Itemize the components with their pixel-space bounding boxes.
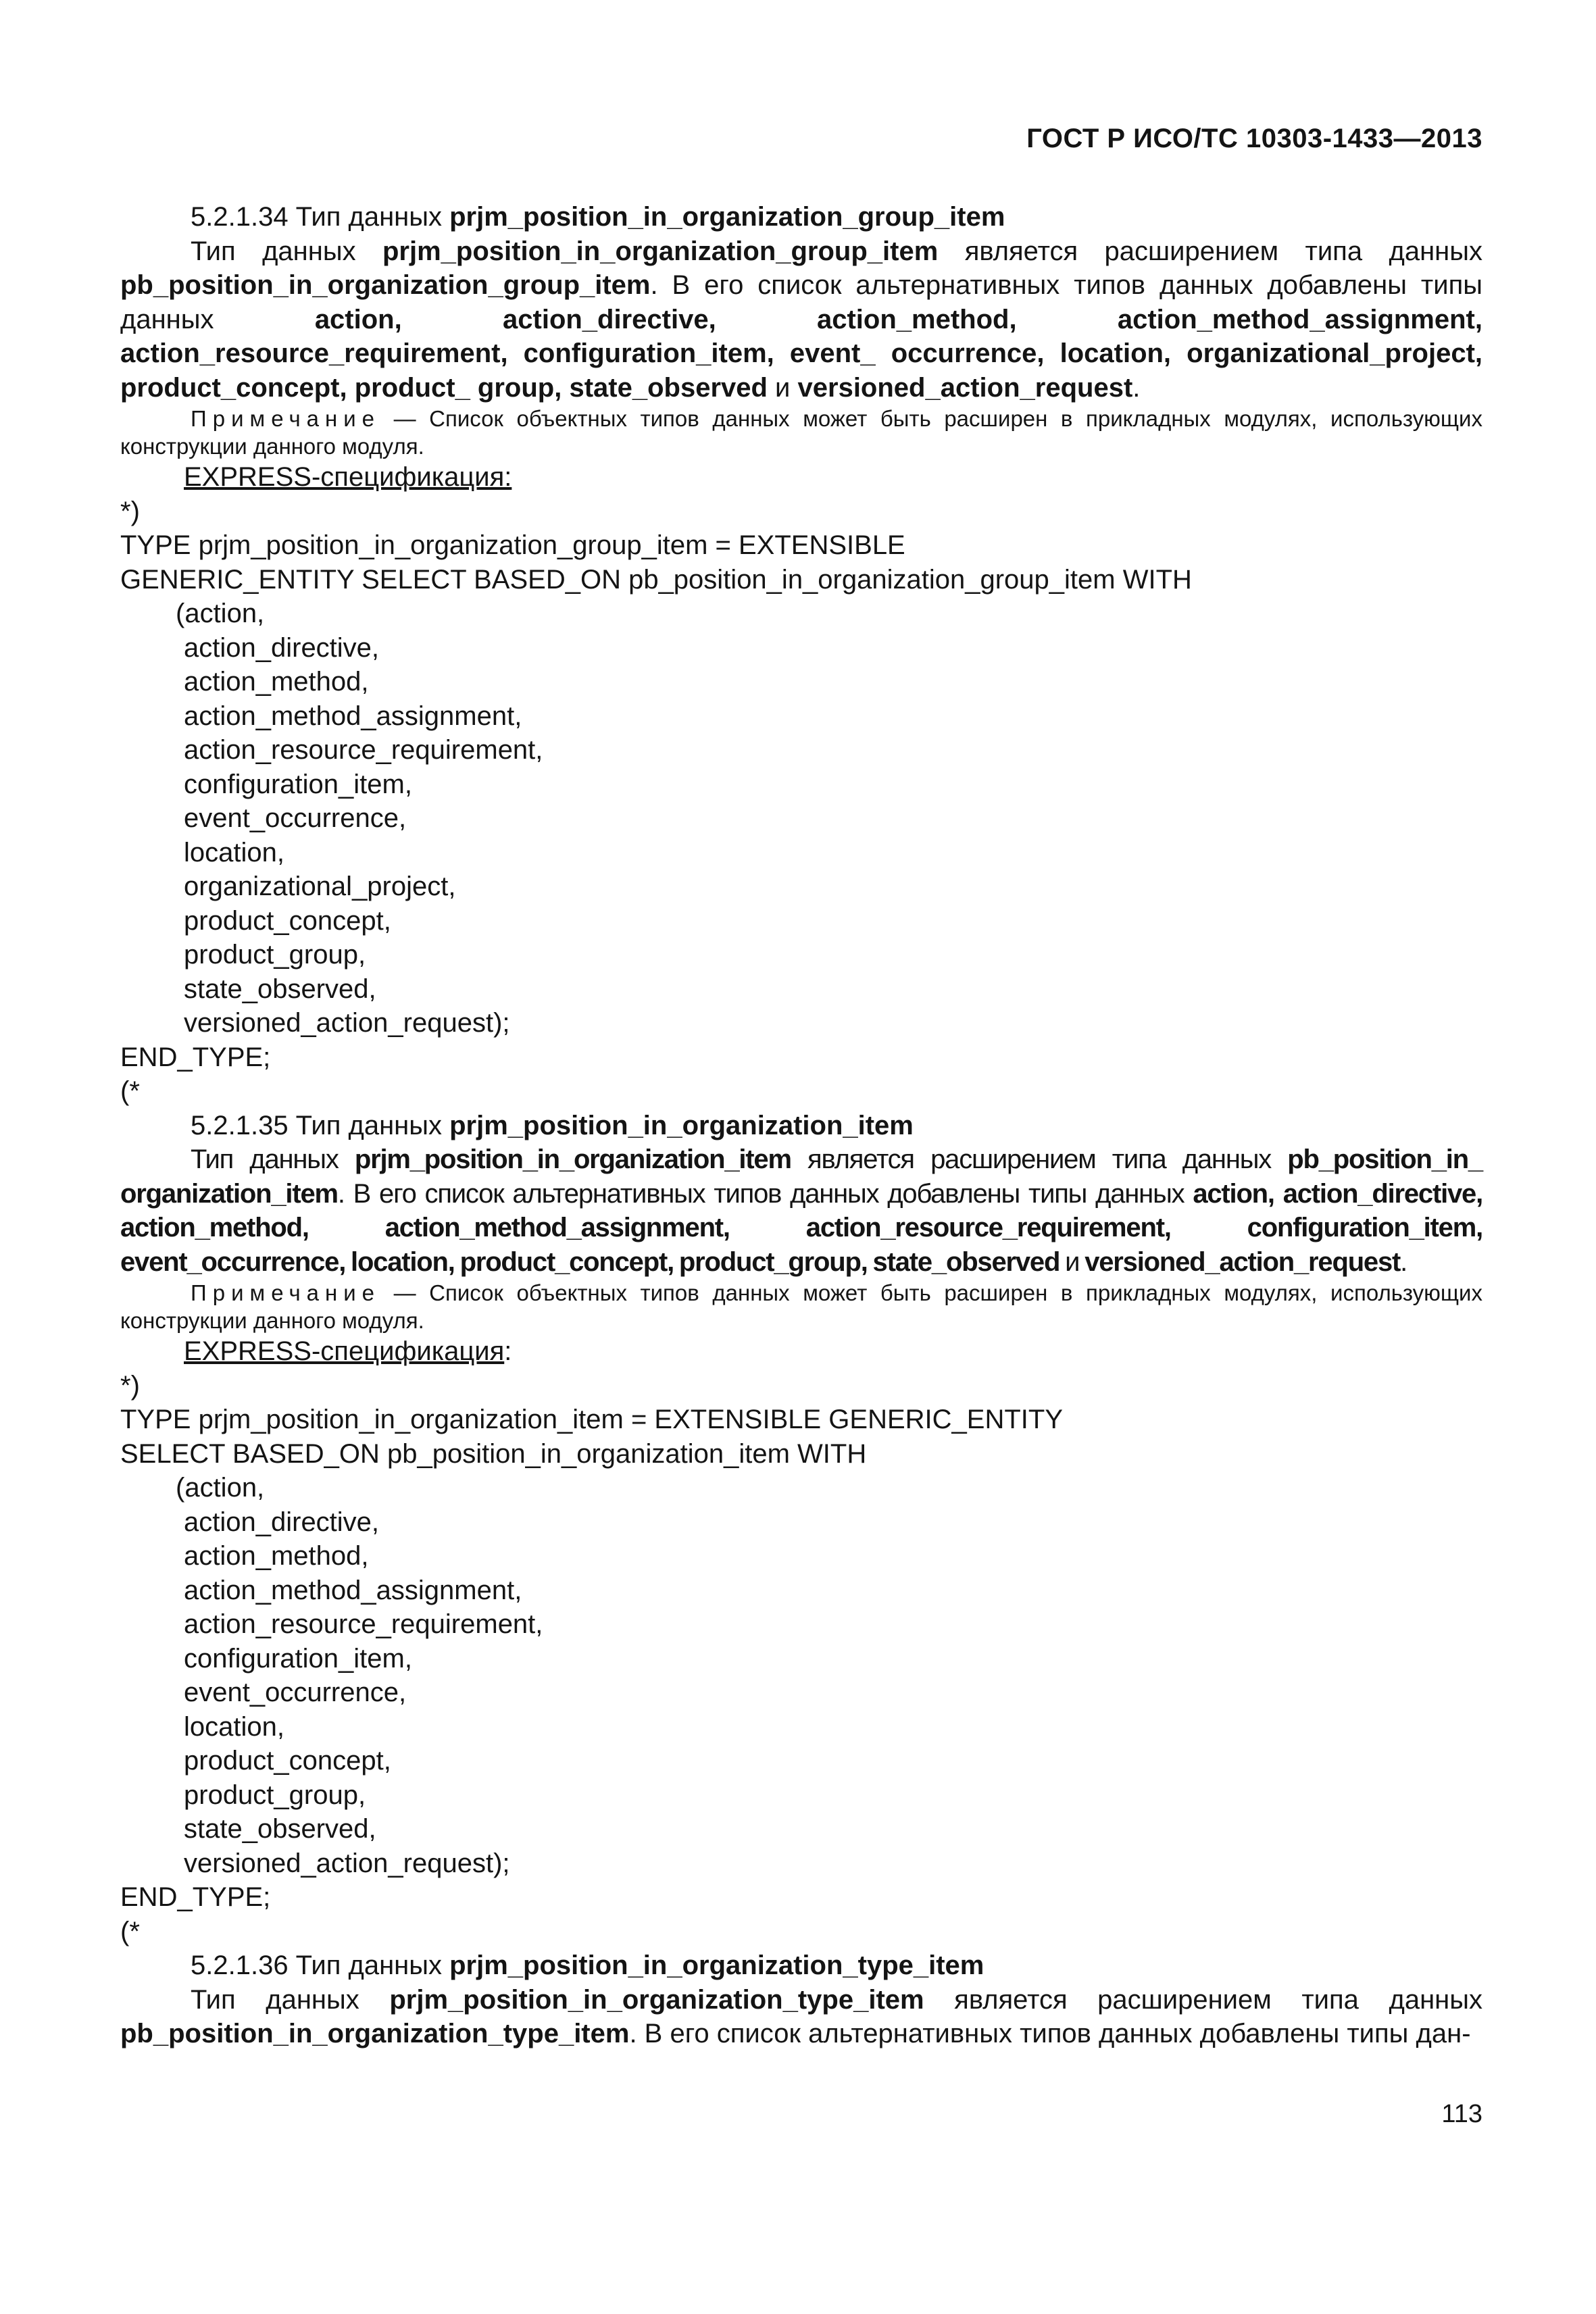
added-type-last: versioned_action_request	[1084, 1247, 1401, 1277]
code-item: product_group,	[184, 1780, 366, 1810]
code-line: TYPE prjm_position_in_organization_group_item = EXTENSIBLE	[120, 530, 905, 560]
code-open-marker: *)	[120, 1370, 140, 1401]
type-name: prjm_position_in_organization_type_item	[389, 1984, 924, 2015]
code-line: TYPE prjm_position_in_organization_item = EXTENSIBLE GENERIC_ENTITY	[120, 1405, 1064, 1434]
base-type-name: pb_position_in_organization_type_item	[120, 2019, 630, 2048]
heading-type-name: prjm_position_in_organization_item	[449, 1110, 914, 1140]
code-line: GENERIC_ENTITY SELECT BASED_ON pb_position_in_organization_group_item WITH	[120, 564, 1192, 595]
express-label: EXPRESS-спецификация	[184, 1336, 505, 1366]
text: . В его список альтернативных типов данных добавлены типы данных	[337, 1178, 1193, 1209]
code-item: product_concept,	[184, 1746, 391, 1776]
code-close-marker: (*	[120, 1076, 140, 1106]
base-type-name: pb_position_in_organization_group_item	[120, 270, 651, 300]
section-paragraph-35	[120, 1142, 1482, 1279]
express-colon: :	[504, 1336, 512, 1366]
express-spec-label-35	[120, 1334, 1482, 1369]
note-label: Примечание	[191, 1280, 381, 1305]
heading-prefix: 5.2.1.36 Тип данных	[191, 1951, 450, 1980]
text: является расширением типа данных	[791, 1145, 1288, 1174]
code-item: versioned_action_request);	[184, 1008, 510, 1038]
text: Тип данных	[191, 1145, 355, 1174]
text: является расширением типа данных	[924, 1984, 1483, 2015]
code-item: product_concept,	[184, 905, 391, 936]
text: является расширением типа данных	[938, 236, 1482, 266]
type-name: prjm_position_in_organization_item	[354, 1145, 791, 1174]
heading-prefix: 5.2.1.34 Тип данных	[191, 202, 450, 232]
page-content	[120, 200, 1482, 2051]
document-code-header: ГОСТ Р ИСО/ТС 10303-1433—2013	[1026, 124, 1482, 153]
section-heading-34	[120, 200, 1482, 234]
code-item: action_directive,	[184, 1507, 380, 1537]
code-open-marker: *)	[120, 496, 140, 526]
page-number: 113	[1441, 2100, 1482, 2128]
code-item: location,	[184, 1711, 284, 1742]
code-item: state_observed,	[184, 1814, 376, 1844]
code-item: action_method,	[184, 667, 369, 697]
added-types: action, action_directive, action_method, action_method_assignment, action_resource_requirement, configuration_item, event_ occurrence, location, organizational_project, product_concept, product_ group, state_observed	[120, 304, 1482, 403]
base-type-name: pb_position_in_ organization_item	[120, 1145, 1482, 1209]
code-item: event_occurrence,	[184, 1678, 407, 1707]
section-heading-35	[120, 1109, 1482, 1143]
code-item: action_method_assignment,	[184, 1575, 522, 1605]
code-item: (action,	[176, 599, 265, 628]
code-item: organizational_project,	[184, 872, 456, 901]
code-item: (action,	[176, 1473, 265, 1503]
code-item: action_method_assignment,	[184, 701, 522, 731]
note-35	[120, 1279, 1482, 1334]
text: Тип данных	[191, 236, 382, 266]
note-text: — Список объектных типов данных может быть расширен в прикладных модулях, использующих конструкции данного модуля.	[120, 1280, 1482, 1333]
code-item: action_method,	[184, 1541, 369, 1571]
code-item: action_resource_requirement,	[184, 1609, 543, 1639]
express-code-34	[120, 495, 1482, 1109]
code-end-type: END_TYPE;	[120, 1042, 271, 1072]
note-label: Примечание	[191, 406, 381, 431]
code-item: event_occurrence,	[184, 803, 407, 833]
heading-type-name: prjm_position_in_organization_group_item	[449, 202, 1005, 232]
type-name: prjm_position_in_organization_group_item	[382, 236, 939, 266]
express-label: EXPRESS-спецификация:	[184, 462, 512, 492]
code-item: action_resource_requirement,	[184, 735, 543, 765]
added-types: action, action_directive, action_method, action_method_assignment, action_resource_requirement, configuration_item, event_occurrence, location, product_concept, product_group, state_observed	[120, 1178, 1482, 1277]
text: Тип данных	[191, 1984, 390, 2015]
text: и	[767, 372, 798, 403]
text: .	[1400, 1247, 1407, 1277]
code-line: SELECT BASED_ON pb_position_in_organization_item WITH	[120, 1438, 867, 1469]
code-item: action_directive,	[184, 632, 380, 663]
code-item: state_observed,	[184, 974, 376, 1004]
heading-type-name: prjm_position_in_organization_type_item	[449, 1951, 984, 1980]
code-close-marker: (*	[120, 1916, 140, 1946]
text: .	[1132, 372, 1141, 403]
code-item: versioned_action_request);	[184, 1848, 510, 1878]
code-item: product_group,	[184, 940, 366, 970]
code-item: location,	[184, 837, 284, 867]
section-heading-36	[120, 1948, 1482, 1983]
text: и	[1059, 1247, 1085, 1277]
express-spec-label-34	[120, 460, 1482, 495]
section-paragraph-36	[120, 1983, 1482, 2051]
added-type-last: versioned_action_request	[797, 372, 1133, 403]
express-code-35	[120, 1369, 1482, 1949]
section-paragraph-34	[120, 234, 1482, 405]
note-text: — Список объектных типов данных может быть расширен в прикладных модулях, использующих конструкции данного модуля.	[120, 406, 1482, 459]
text: . В его список альтернативных типов данных добавлены типы данных	[120, 270, 1482, 334]
code-end-type: END_TYPE;	[120, 1882, 271, 1912]
note-34	[120, 405, 1482, 460]
code-item: configuration_item,	[184, 769, 412, 799]
code-item: configuration_item,	[184, 1643, 412, 1674]
heading-prefix: 5.2.1.35 Тип данных	[191, 1110, 450, 1140]
text: . В его список альтернативных типов данных добавлены типы дан-	[629, 2019, 1471, 2048]
